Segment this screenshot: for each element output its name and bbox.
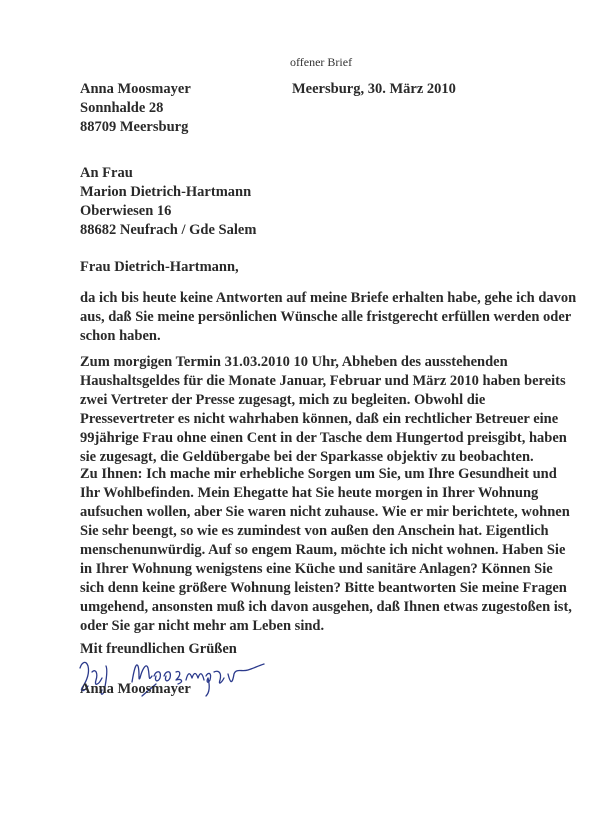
- paragraph-line: aus, daß Sie meine persönlichen Wünsche alle fristgerecht erfüllen werden oder: [80, 309, 572, 325]
- paragraph-line: in Ihrer Wohnung wenigstens eine Küche und sanitäre Anlagen? Können Sie: [80, 561, 553, 577]
- paragraph-1: [80, 289, 577, 346]
- paragraph-line: aufsuchen wollen, aber Sie waren nicht zuhause. Wie er mir berichtete, wohnen: [80, 504, 570, 520]
- paragraph-line: zwei Vertreter der Presse zugesagt, mich zu begleiten. Obwohl die: [80, 392, 486, 408]
- closing: Mit freundlichen Grüßen: [80, 641, 237, 657]
- paragraph-line: schon haben.: [80, 328, 161, 344]
- header-note: offener Brief: [290, 55, 353, 69]
- greeting: Frau Dietrich-Hartmann,: [80, 259, 239, 275]
- recipient-salutation: An Frau: [80, 165, 133, 181]
- paragraph-line: Haushaltsgeldes für die Monate Januar, Februar und März 2010 haben bereits: [80, 373, 566, 389]
- paragraph-line: Zum morgigen Termin 31.03.2010 10 Uhr, Abheben des ausstehenden: [80, 354, 508, 370]
- paragraph-line: oder Sie gar nicht mehr am Leben sind.: [80, 618, 325, 634]
- sender-street: Sonnhalde 28: [80, 100, 164, 116]
- paragraph-line: da ich bis heute keine Antworten auf meine Briefe erhalten habe, gehe ich davon: [80, 290, 577, 306]
- paragraph-line: sich denn keine größere Wohnung leisten? Bitte beantworten Sie meine Fragen: [80, 580, 567, 596]
- sender-address: [80, 80, 191, 137]
- recipient-street: Oberwiesen 16: [80, 203, 172, 219]
- paragraph-2: [80, 353, 567, 467]
- sender-city: 88709 Meersburg: [80, 119, 189, 135]
- recipient-city: 88682 Neufrach / Gde Salem: [80, 222, 257, 238]
- signature-name: Anna Moosmayer: [80, 681, 191, 697]
- paragraph-line: 99jährige Frau ohne einen Cent in der Tasche dem Hungertod preisgibt, haben: [80, 430, 567, 446]
- recipient-address: [80, 164, 256, 240]
- sender-name: Anna Moosmayer: [80, 81, 191, 97]
- letter-date: Meersburg, 30. März 2010: [292, 81, 456, 97]
- recipient-name: Marion Dietrich-Hartmann: [80, 184, 252, 200]
- paragraph-line: umgehend, ansonsten muß ich davon ausgehen, daß Ihnen etwas zugestoßen ist,: [80, 599, 572, 615]
- paragraph-3: [80, 465, 572, 636]
- paragraph-line: Ihr Wohlbefinden. Mein Ehegatte hat Sie heute morgen in Ihrer Wohnung: [80, 485, 539, 501]
- paragraph-line: sie zugesagt, die Geldübergabe bei der Sparkasse objektiv zu beobachten.: [80, 449, 534, 465]
- paragraph-line: Zu Ihnen: Ich mache mir erhebliche Sorgen um Sie, um Ihre Gesundheit und: [80, 466, 557, 482]
- paragraph-line: menschenunwürdig. Auf so engem Raum, möchte ich nicht wohnen. Haben Sie: [80, 542, 566, 558]
- paragraph-line: Pressevertreter es nicht wahrhaben können, daß ein rechtlicher Betreuer eine: [80, 411, 559, 427]
- paragraph-line: Sie sehr beengt, so wie es zumindest von außen den Anschein hat. Eigentlich: [80, 523, 549, 539]
